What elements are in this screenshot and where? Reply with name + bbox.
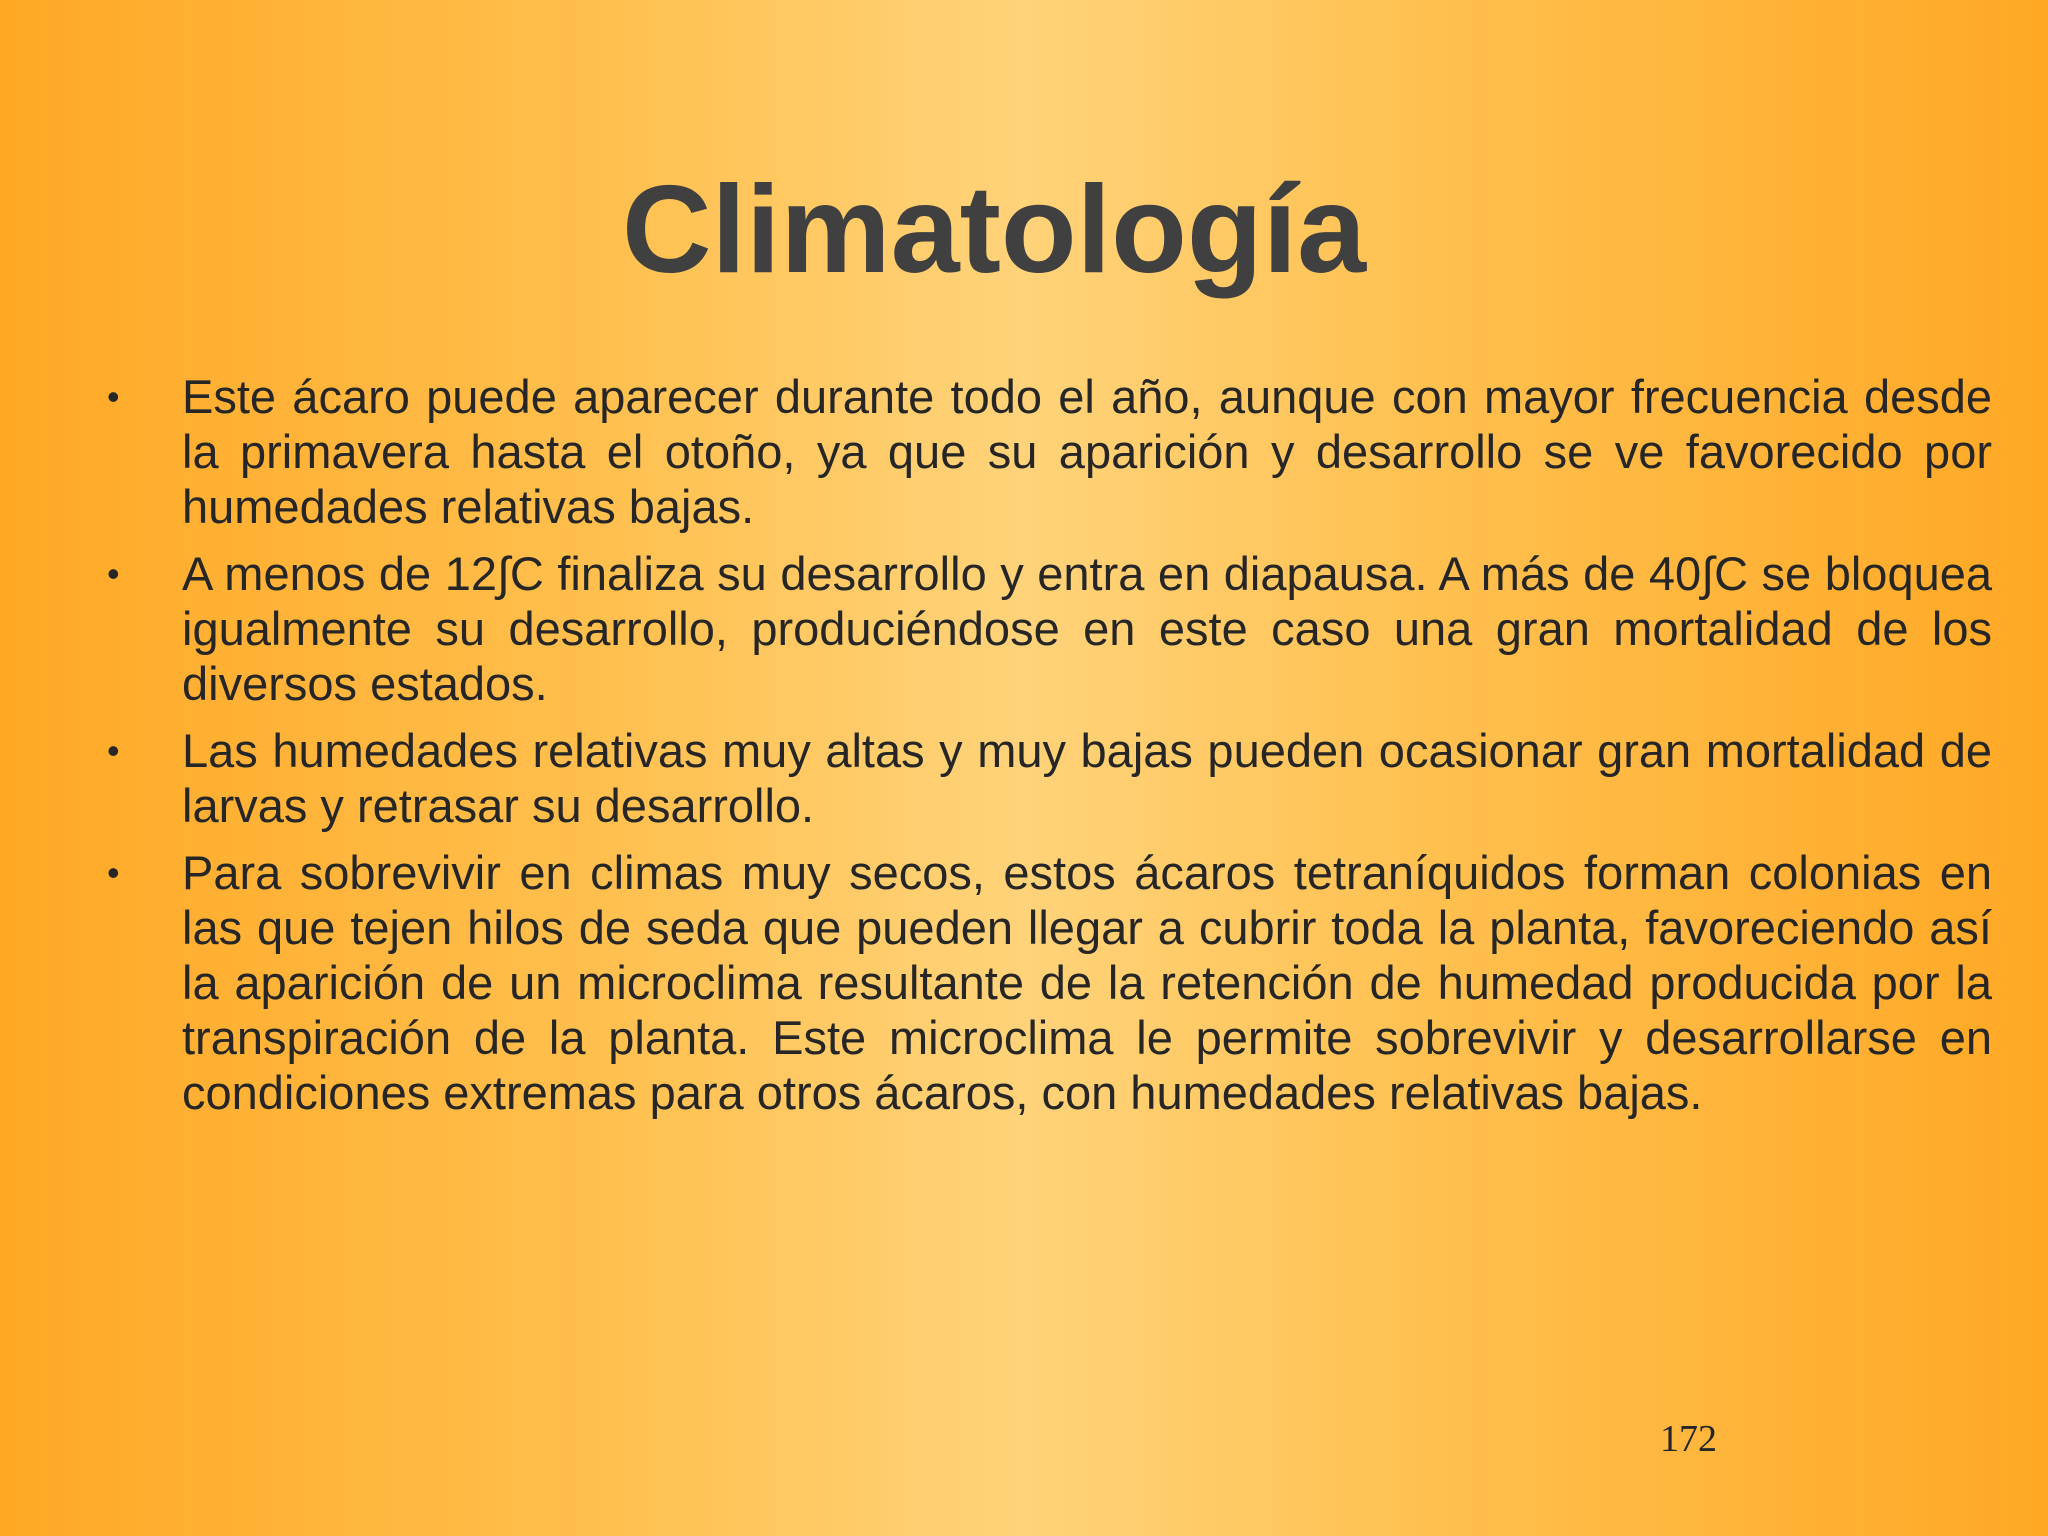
bullet-item bbox=[107, 723, 1992, 833]
bullet-icon: • bbox=[107, 376, 120, 417]
bullet-text: Las humedades relativas muy altas y muy bajas pueden ocasionar gran mortalidad de larvas y retrasar su desarrollo. bbox=[182, 724, 1992, 832]
slide-title bbox=[0, 150, 2048, 310]
bullet-text: Este ácaro puede aparecer durante todo el año, aunque con mayor frecuencia desde la primavera hasta el otoño, ya que su aparición y desarrollo se ve favorecido por humedades relativas bajas. bbox=[182, 370, 1992, 533]
bullet-icon: • bbox=[107, 553, 120, 594]
bullet-item bbox=[107, 845, 1992, 1120]
bullet-icon: • bbox=[107, 730, 120, 771]
bullet-text: Para sobrevivir en climas muy secos, estos ácaros tetraníquidos forman colonias en las que tejen hilos de seda que pueden llegar a cubrir toda la planta, favoreciendo así la aparición de un microclima resultante de la retención de humedad producida por la transpiración de la planta. Este microclima le permite sobrevivir y desarrollarse en condiciones extremas para otros ácaros, con humedades relativas bajas. bbox=[182, 846, 1992, 1119]
bullet-item bbox=[107, 546, 1992, 711]
bullet-text: A menos de 12∫C finaliza su desarrollo y entra en diapausa. A más de 40∫C se bloquea igualmente su desarrollo, produciéndose en este caso una gran mortalidad de los diversos estados. bbox=[182, 547, 1992, 710]
slide-title-text: Climatología bbox=[621, 161, 1367, 299]
page-number: 172 bbox=[1660, 1418, 1717, 1460]
bullet-list bbox=[107, 369, 1992, 1132]
bullet-item bbox=[107, 369, 1992, 534]
bullet-icon: • bbox=[107, 852, 120, 893]
